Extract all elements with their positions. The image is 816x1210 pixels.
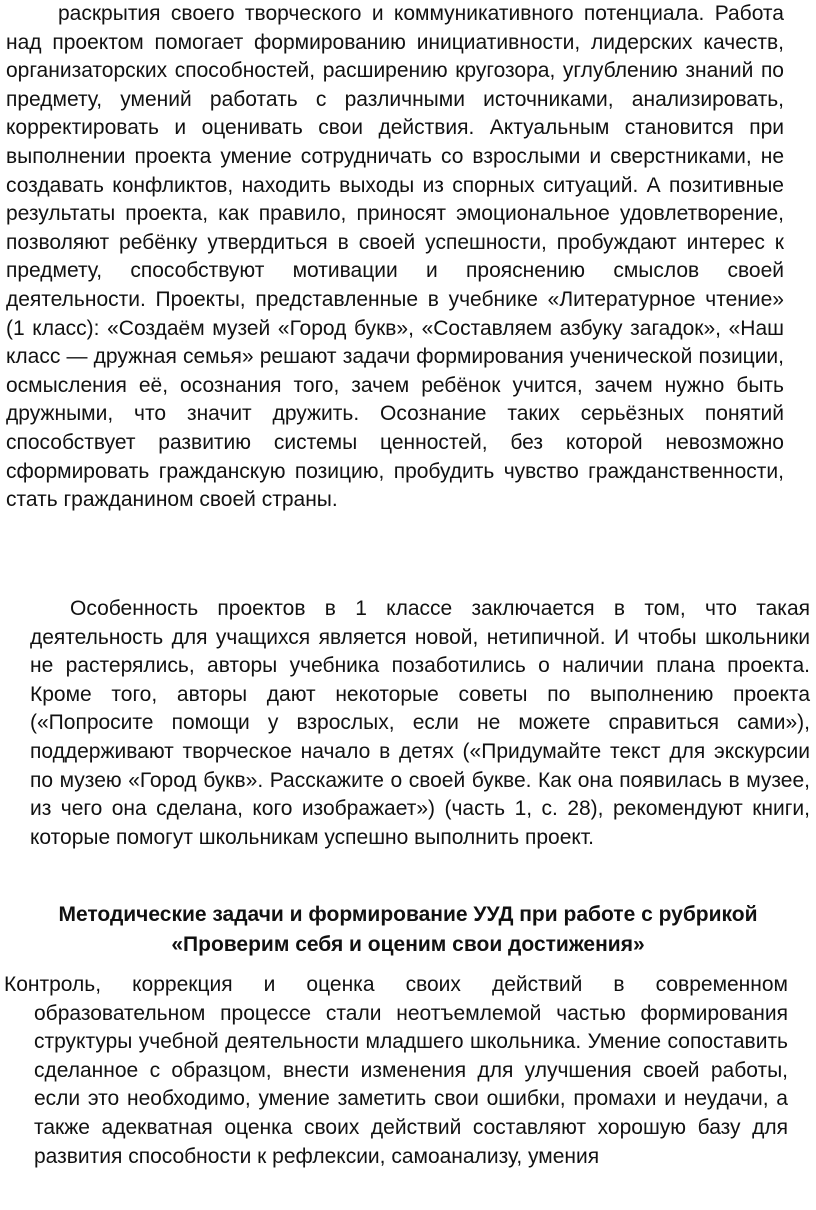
- paragraph-control-assessment-first-line: Контроль, коррекция и оценка своих действий в современном: [4, 973, 788, 996]
- paragraph-control-assessment-body: образовательном процессе стали неотъемлемой частью формирования структуры учебной деятельности младшего школьника. Умение сопоставить сделанное с образцом, внести изменения для улучшения своей работы, если это необходимо, умение заметить свои ошибки, промахи и неудачи, а также адекватная оценка своих действий составляют хорошую базу для развития способности к рефлексии, самоанализу, умения: [34, 1001, 788, 1168]
- section-heading: [0, 900, 816, 960]
- paragraph-project-benefits: раскрытия своего творческого и коммуникативного потенциала. Работа над проектом помогает формированию инициативности, лидерских качеств, организаторских способностей, расширению кругозора, углублению знаний по предмету, умений работать с различными источниками, анализировать, корректировать и оценивать свои действия. Актуальным становится при выполнении проекта умение сотрудничать со взрослыми и сверстниками, не создавать конфликтов, находить выходы из спорных ситуаций. А позитивные результаты проекта, как правило, приносят эмоциональное удовлетворение, позволяют ребёнку утвердиться в своей успешности, пробуждают интерес к предмету, способствуют мотивации и прояснению смыслов своей деятельности. Проекты, представленные в учебнике «Литературное чтение» (1 класс): «Создаём музей «Город букв», «Составляем азбуку загадок», «Наш класс — дружная семья» решают задачи формирования ученической позиции, осмысления её, осознания того, зачем ребёнок учится, зачем нужно быть дружными, что значит дружить. Осознание таких серьёзных понятий способствует развитию системы ценностей, без которой невозможно сформировать гражданскую позицию, пробудить чувство гражданственности, стать гражданином своей страны.: [6, 2, 784, 512]
- section-heading-line-2: «Проверим себя и оценим свои достижения»: [171, 933, 645, 956]
- paragraph-control-assessment: [4, 971, 788, 1171]
- paragraph-first-grade-projects: Особенность проектов в 1 классе заключается в том, что такая деятельность для учащихся является новой, нетипичной. И чтобы школьники не растерялись, авторы учебника позаботились о наличии плана проекта. Кроме того, авторы дают некоторые советы по выполнению проекта («Попросите помощи у взрослых, если не можете справиться сами»), поддерживают творческое начало в детях («Придумайте текст для экскурсии по музею «Город букв». Расскажите о своей букве. Как она появилась в музее, из чего она сделана, кого изображает») (часть 1, с. 28), рекомендуют книги, которые помогут школьникам успешно выполнить проект.: [30, 597, 810, 849]
- section-heading-line-1: Методические задачи и формирование УУД при работе с рубрикой: [58, 903, 758, 926]
